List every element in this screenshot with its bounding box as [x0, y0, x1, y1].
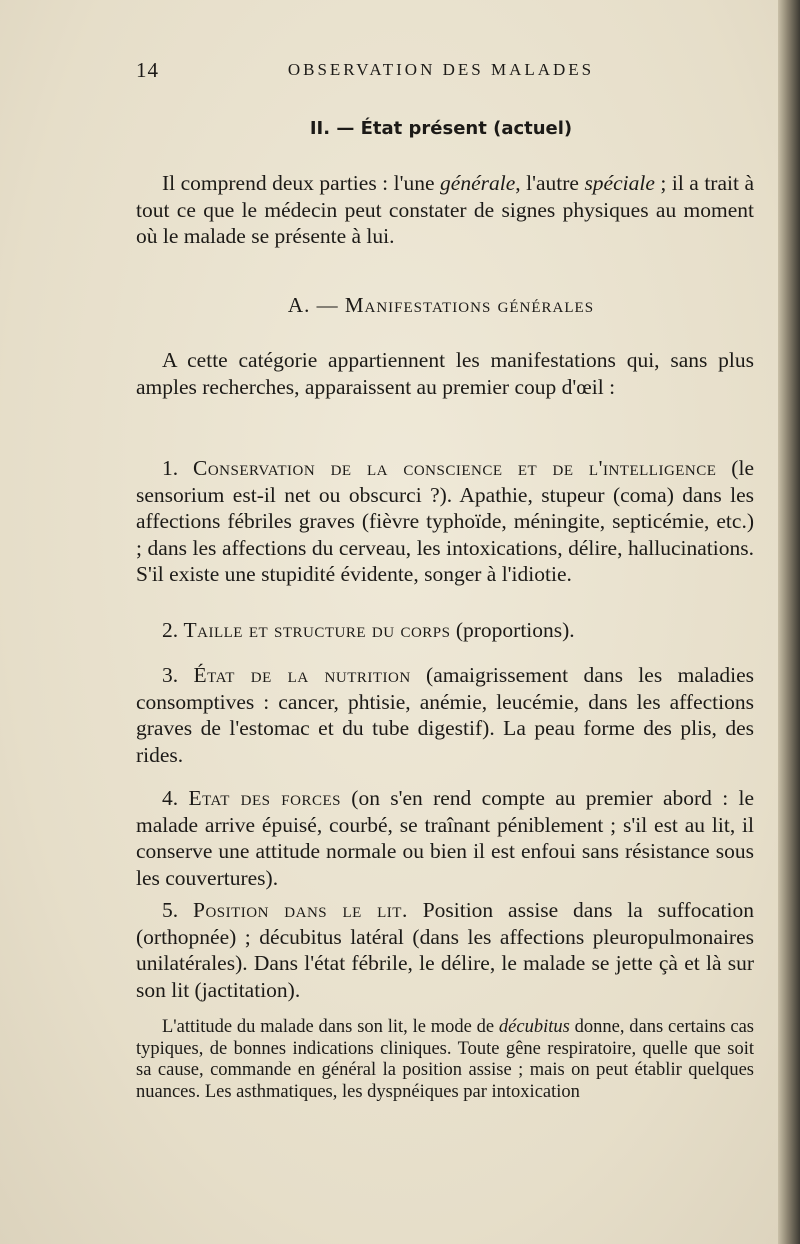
item-body: (le sensorium est-il net ou obscurci ?). Apathie, stupeur (coma) dans les affections fébriles graves (fièvre typhoïde, méningite, septicémie, etc.) ; dans les affections du cerveau, les intoxications, délire, hallucinations. S'il existe une stupidité évidente, songer à l'idiotie. [136, 456, 754, 586]
lead-paragraph: A cette catégorie appartiennent les manifestations qui, sans plus amples recherches, apparaissent au premier coup d'œil : [136, 348, 754, 399]
item-title: État de la nutrition [193, 663, 411, 687]
list-item [136, 455, 754, 588]
intro-text: Il comprend deux parties : l'une [162, 171, 441, 195]
section-heading: II. — État présent (actuel) [309, 118, 573, 139]
list-item [136, 897, 754, 1003]
item-title: Taille et structure du corps [183, 618, 451, 642]
list-item [136, 785, 754, 891]
item-number: 4. [162, 786, 189, 810]
item-number: 2. [162, 618, 184, 642]
item-title: Position dans le lit. [192, 898, 408, 922]
item-body: (amaigrissement dans les maladies consomptives : cancer, phtisie, anémie, leucémie, dans les affections graves de l'estomac et du tube digestif). La peau forme des plis, des rides. [136, 663, 754, 767]
intro-emphasis-generale: générale [440, 171, 516, 195]
note-text: donne, dans certains cas typiques, de bonnes indications cliniques. Toute gêne respiratoire, quelle que soit sa cause, commande en général la position assise ; mais on peut établir quelques nuances. Les asthmatiques, les dyspnéiques par intoxication [136, 1017, 754, 1102]
item-body: (proportions). [450, 618, 575, 642]
intro-text: , l'autre [515, 171, 585, 195]
item-number: 5. [162, 898, 193, 922]
note-text: L'attitude du malade dans son lit, le mode de [162, 1017, 499, 1037]
item-body: Position assise dans la suffocation (orthopnée) ; décubitus latéral (dans les affections pleuropulmonaires unilatérales). Dans l'état fébrile, le délire, le malade se jette çà et là sur son lit (jactitation). [136, 898, 754, 1002]
intro-text: ; il a trait à tout ce que le médecin peut constater de signes physiques au moment où le malade se présente à lui. [136, 171, 754, 248]
list-item [136, 617, 754, 644]
item-body: (on s'en rend compte au premier abord : le malade arrive épuisé, courbé, se traînant péniblement ; s'il est au lit, il conserve une attitude normale ou bien il est enfoui sans résistance sous les couvertures). [136, 786, 754, 890]
intro-emphasis-speciale: spéciale [584, 171, 655, 195]
page-number: 14 [136, 58, 159, 82]
item-number: 1. [162, 456, 193, 480]
note-emphasis-decubitus: décubitus [498, 1017, 570, 1037]
intro-paragraph [136, 170, 754, 250]
item-title: Etat des forces [188, 786, 341, 810]
running-title: OBSERVATION DES MALADES [287, 60, 595, 79]
item-number: 3. [162, 663, 194, 687]
subsection-heading: A. — Manifestations générales [287, 293, 595, 317]
list-item [136, 662, 754, 768]
item-title: Conservation de la conscience et de l'intelligence [193, 456, 717, 480]
running-head [136, 58, 746, 88]
note-paragraph [136, 1017, 754, 1103]
page-edge-shadow [778, 0, 800, 1244]
